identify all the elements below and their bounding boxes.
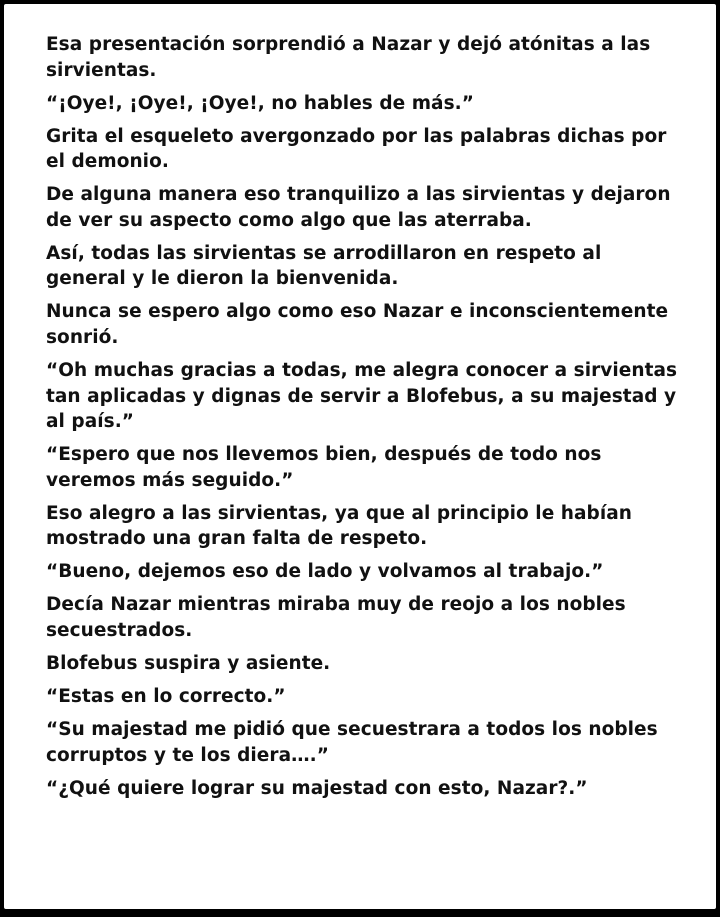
paragraph: Eso alegro a las sirvientas, ya que al principio le habían mostrado una gran falta de respeto. bbox=[46, 502, 632, 550]
paragraph: “Bueno, dejemos eso de lado y volvamos al trabajo.” bbox=[46, 561, 604, 583]
paragraph: Decía Nazar mientras miraba muy de reojo a los nobles secuestrados. bbox=[46, 594, 626, 641]
paragraph: “Su majestad me pidió que secuestrara a todos los nobles corruptos y te los diera….” bbox=[46, 719, 658, 766]
paragraph: “Estas en lo correcto.” bbox=[46, 686, 286, 708]
paragraph: Blofebus suspira y asiente. bbox=[46, 653, 331, 675]
paragraph: “Espero que nos llevemos bien, después de todo nos veremos más seguido.” bbox=[46, 444, 602, 491]
paragraph: De alguna manera eso tranquilizo a las sirvientas y dejaron de ver su aspecto como algo que las aterraba. bbox=[46, 184, 671, 231]
paragraph: “¿Qué quiere lograr su majestad con esto, Nazar?.” bbox=[46, 777, 588, 799]
paragraph: Nunca se espero algo como eso Nazar e inconscientemente sonrió. bbox=[46, 301, 669, 348]
paragraph: “¡Oye!, ¡Oye!, ¡Oye!, no hables de más.” bbox=[46, 92, 474, 114]
paragraph: Esa presentación sorprendió a Nazar y dejó atónitas a las sirvientas. bbox=[46, 34, 651, 81]
paragraph: Grita el esqueleto avergonzado por las palabras dichas por el demonio. bbox=[46, 125, 667, 173]
paragraph: Así, todas las sirvientas se arrodillaron en respeto al general y le dieron la bienvenida. bbox=[46, 242, 602, 290]
document-page bbox=[4, 4, 716, 909]
paragraph: “Oh muchas gracias a todas, me alegra conocer a sirvientas tan aplicadas y dignas de servir a Blofebus, a su majestad y al país.” bbox=[46, 360, 678, 433]
document-text bbox=[46, 32, 686, 809]
